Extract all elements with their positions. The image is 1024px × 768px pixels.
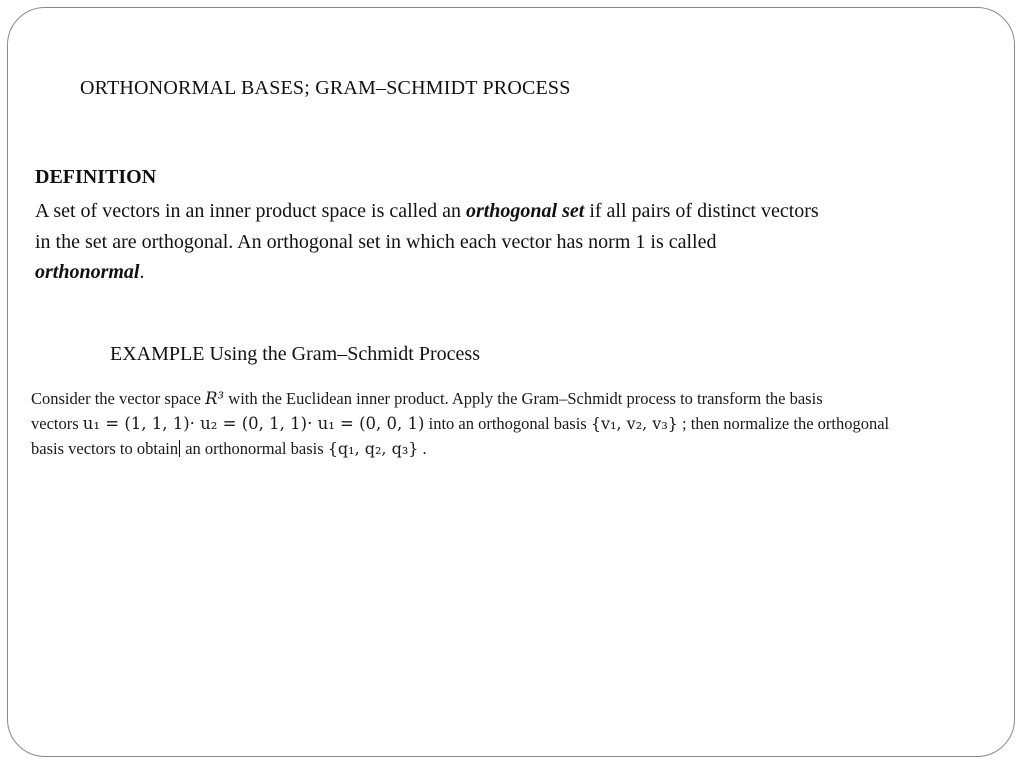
- example-line-3: [31, 436, 991, 461]
- example-line-1: [31, 386, 991, 411]
- text-cursor: [179, 440, 180, 457]
- example-heading: EXAMPLE Using the Gram–Schmidt Process: [110, 343, 480, 365]
- example-line-2-start: vectors: [31, 414, 83, 433]
- definition-heading: DEFINITION: [35, 166, 157, 188]
- slide-frame: [7, 7, 1015, 757]
- definition-line-1-start: A set of vectors in an inner product space is called an: [35, 200, 466, 222]
- example-line-1-end: with the Euclidean inner product. Apply the Gram–Schmidt process to transform the basis: [224, 389, 823, 408]
- example-line-3-end: .: [418, 439, 427, 458]
- example-line-2-end: ; then normalize the orthogonal: [677, 414, 890, 433]
- example-line-3-start: basis vectors to obtain: [31, 439, 179, 458]
- example-line-3-mid: an orthonormal basis: [181, 439, 328, 458]
- term-orthonormal: orthonormal: [35, 261, 140, 283]
- orthogonal-basis-set: {v₁, v₂, v₃}: [590, 414, 678, 433]
- example-line-1-start: Consider the vector space: [31, 389, 206, 408]
- definition-line-3: [35, 257, 975, 288]
- definition-body: [35, 196, 975, 288]
- example-line-2-mid: into an orthogonal basis: [424, 414, 591, 433]
- definition-line-1-end: if all pairs of distinct vectors: [584, 200, 819, 222]
- slide-title: ORTHONORMAL BASES; GRAM–SCHMIDT PROCESS: [80, 77, 571, 99]
- vector-space-symbol: R³: [205, 389, 225, 408]
- definition-line-1: [35, 196, 975, 227]
- example-line-2: [31, 411, 991, 436]
- definition-line-3-end: .: [139, 261, 145, 283]
- term-orthogonal-set: orthogonal set: [465, 200, 585, 222]
- definition-line-2: in the set are orthogonal. An orthogonal set in which each vector has norm 1 is called: [35, 230, 717, 253]
- example-body: [31, 386, 991, 461]
- basis-vectors-math: u₁ = (1, 1, 1)· u₂ = (0, 1, 1)· u₁ = (0, 0, 1): [82, 414, 425, 433]
- orthonormal-basis-set: {q₁, q₂, q₃}: [327, 439, 419, 458]
